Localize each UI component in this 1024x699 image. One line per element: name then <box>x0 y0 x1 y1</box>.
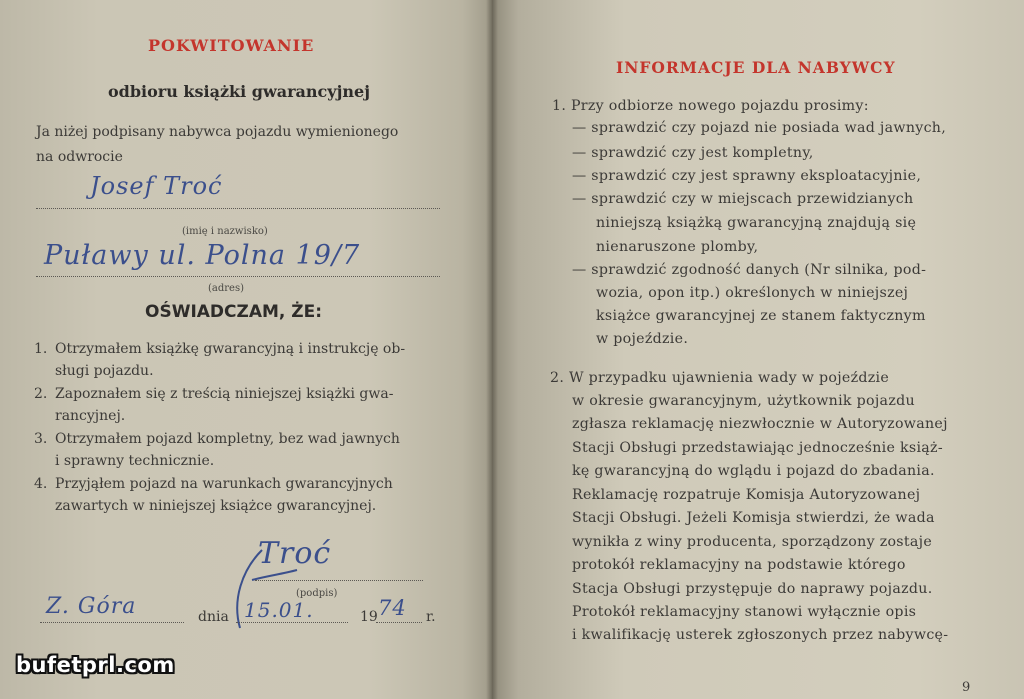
item-4-number: 4. <box>34 476 48 492</box>
receipt-title: POKWITOWANIE <box>148 36 315 55</box>
item-2-line-2: rancyjnej. <box>55 408 126 424</box>
item-3-line-2: i sprawny technicznie. <box>55 453 215 469</box>
info-line: i kwalifikację usterek zgłoszonych przez nabywcę- <box>572 627 949 643</box>
info-line: w okresie gwarancyjnym, użytkownik pojazdu <box>572 393 915 409</box>
place-dotted-line <box>40 622 184 623</box>
info-line: Stacji Obsługi. Jeżeli Komisja stwierdzi, że wada <box>572 510 935 526</box>
handwritten-signature: Troć <box>258 536 332 571</box>
item-4-line-2: zawartych w niniejszej książce gwarancyjnej. <box>55 498 377 514</box>
name-caption: (imię i nazwisko) <box>182 226 268 237</box>
info-line: wozia, opon itp.) określonych w niniejszej <box>596 285 909 301</box>
item-3-number: 3. <box>34 431 48 447</box>
info-line: Protokół reklamacyjny stanowi wyłącznie opis <box>572 604 917 620</box>
info-line: 1. Przy odbiorze nowego pojazdu prosimy: <box>552 98 869 114</box>
declaration-heading: OŚWIADCZAM, ŻE: <box>145 302 323 322</box>
info-line: zgłasza reklamację niezwłocznie w Autoryzowanej <box>572 416 948 432</box>
info-line: — sprawdzić czy pojazd nie posiada wad jawnych, <box>572 120 947 136</box>
item-2-number: 2. <box>34 386 48 402</box>
watermark-text: bufetprl.com <box>16 653 175 677</box>
intro-line-2: na odwrocie <box>36 149 123 165</box>
info-line: w pojeździe. <box>596 331 689 347</box>
handwritten-place: Z. Góra <box>46 594 137 619</box>
info-line: protokół reklamacyjny na podstawie którego <box>572 557 906 573</box>
info-line: Stacja Obsługi przystępuje do naprawy pojazdu. <box>572 581 933 597</box>
signature-dotted-line <box>255 580 423 581</box>
info-line: nienaruszone plomby, <box>596 239 759 255</box>
info-line: Stacji Obsługi przedstawiając jednocześnie książ- <box>572 440 943 456</box>
item-1-line-2: sługi pojazdu. <box>55 363 154 379</box>
handwritten-date: 15.01. <box>244 598 314 622</box>
address-caption: (adres) <box>208 283 244 294</box>
date-label: dnia <box>198 609 229 625</box>
item-2-line-1: Zapoznałem się z treścią niniejszej książki gwa- <box>55 386 394 402</box>
info-title: INFORMACJE DLA NABYWCY <box>616 58 896 77</box>
info-line: Reklamację rozpatruje Komisja Autoryzowanej <box>572 487 921 503</box>
year-dotted-line <box>376 622 422 623</box>
item-4-line-1: Przyjąłem pojazd na warunkach gwarancyjnych <box>55 476 393 492</box>
left-page-receipt <box>0 0 492 699</box>
year-suffix: r. <box>426 609 436 625</box>
item-1-line-1: Otrzymałem książkę gwarancyjną i instrukcję ob- <box>55 341 406 357</box>
right-page-information <box>492 0 1024 699</box>
item-1-number: 1. <box>34 341 48 357</box>
date-dotted-line <box>236 622 348 623</box>
handwritten-name: Josef Troć <box>90 172 223 200</box>
info-line: — sprawdzić czy jest sprawny eksploatacyjnie, <box>572 168 922 184</box>
info-line: wynikła z winy producenta, sporządzony zostaje <box>572 534 933 550</box>
info-line: 2. W przypadku ujawnienia wady w pojeździe <box>550 370 890 386</box>
signature-caption: (podpis) <box>296 588 338 599</box>
intro-line-1: Ja niżej podpisany nabywca pojazdu wymienionego <box>36 124 399 140</box>
info-line: — sprawdzić czy jest kompletny, <box>572 145 814 161</box>
book-spine-shadow <box>486 0 498 699</box>
page-number: 9 <box>962 680 971 695</box>
info-line: — sprawdzić zgodność danych (Nr silnika, pod- <box>572 262 927 278</box>
handwritten-address: Puławy ul. Polna 19/7 <box>44 240 361 271</box>
year-prefix: 19 <box>360 609 378 625</box>
info-line: niniejszą książką gwarancyjną znajdują się <box>596 215 917 231</box>
info-line: kę gwarancyjną do wglądu i pojazd do zbadania. <box>572 463 935 479</box>
info-line: książce gwarancyjnej ze stanem faktycznym <box>596 308 926 324</box>
receipt-subtitle: odbioru książki gwarancyjnej <box>108 82 370 101</box>
address-dotted-line <box>36 276 440 277</box>
handwritten-year: 74 <box>378 596 407 620</box>
name-dotted-line <box>36 208 440 209</box>
info-line: — sprawdzić czy w miejscach przewidzianych <box>572 191 914 207</box>
item-3-line-1: Otrzymałem pojazd kompletny, bez wad jawnych <box>55 431 400 447</box>
